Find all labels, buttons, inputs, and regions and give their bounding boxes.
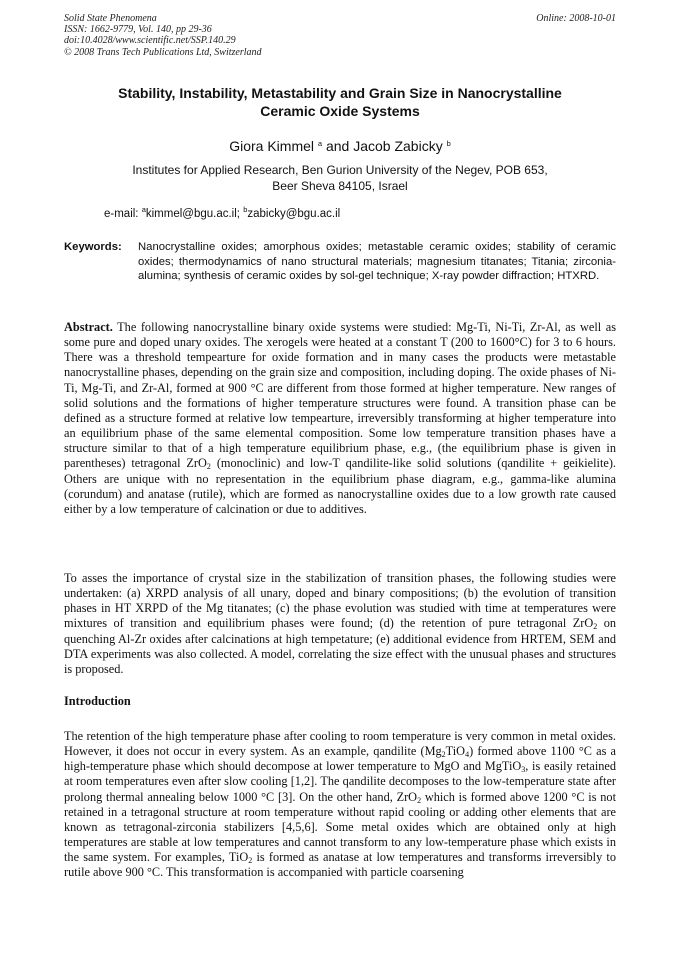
- studies-text-1: To asses the importance of crystal size in the stabilization of transition phases, the following studies were undertaken: (a) XRPD analysis of all unary, doped and binary compositions; (b) the evolution of transition phases in HT XRPD of the Mg titanates; (c) the phase evolution was studied with time at temperatures were mixtures of transition and equilibrium phases were found; (d) the retention of pure tetragonal ZrO: [64, 571, 616, 631]
- keywords-text: Nanocrystalline oxides; amorphous oxides; metastable ceramic oxides; stability of ceramic oxides; thermodynamics of nano structural materials; magnesium titanates; Titania; zirconia-alumina; synthesis of ceramic oxides by sol-gel technique; X-ray powder diffraction; HTXRD.: [138, 241, 616, 283]
- introduction-heading: Introduction: [64, 694, 131, 708]
- keywords-block: [64, 240, 616, 284]
- abstract-subscript-1: 2: [206, 462, 211, 472]
- introduction-paragraph: [64, 729, 616, 881]
- affiliation-line-2: Beer Sheva 84105, Israel: [272, 179, 408, 193]
- studies-paragraph: [64, 571, 616, 677]
- studies-text-2: on quenching Al-Zr oxides after calcinations at high tempetature; (e) additional evidence from HRTEM, SEM and DTA experiments was also collected. A model, correlating the size effect with the unusual phases and structures is proposed.: [64, 616, 616, 676]
- copyright-line: © 2008 Trans Tech Publications Ltd, Switzerland: [64, 46, 262, 58]
- affiliation-line-1: Institutes for Applied Research, Ben Gurion University of the Negev, POB 653,: [132, 163, 548, 177]
- intro-subscript-2: 4: [465, 750, 470, 760]
- intro-text-1: The retention of the high temperature phase after cooling to room temperature is very common in metal oxides. However, it does not occur in every system. As an example, qandilite (Mg: [64, 729, 616, 759]
- author-name-2: Jacob Zabicky: [353, 138, 443, 154]
- abstract-text-1: The following nanocrystalline binary oxide systems were studied: Mg-Ti, Ni-Ti, Zr-Al, as well as some pure and doped unary oxides. The xerogels were heated at a constant T (200 to 1600°C) for 3 to 6 hours. There was a threshold tempearture for oxide formation and in many cases the products were metastable nanocrystalline phases, depending on the grain size and composition, including doping. The oxide phases of Ni-Ti, Mg-Ti, and Zr-Al, formed at 900 °C are different from those formed at higher temperature. New ranges of solid solutions and the formations of higher temperature structures were found. A transition phase can be defined as a structure formed at relative low tempearture, irreversibly transforming at higher temperature into an equilibrium phase of the same elemental composition. Some low temperature transition phases have a structure similar to that of a high temperature equilibrium phase, e.g., (the equilibrium phase is given in parentheses) tetragonal ZrO: [64, 320, 616, 471]
- author-list: [64, 137, 616, 155]
- author-affil-mark-1: a: [317, 139, 323, 148]
- journal-header: [64, 13, 616, 58]
- abstract-text-2: (monoclinic) and low-T qandilite-like solid solutions (qandilite + geikielite). Others are unique with no representation in the equilibrium phase diagram, e.g., gamma-like alumina (corundum) and anatase (rutile), which are formed as nanocrystalline oxides due to a low growth rate caused either by a low temperature of calcination or due to additives.: [64, 456, 616, 516]
- issn-line: ISSN: 1662-9779, Vol. 140, pp 29-36: [64, 24, 212, 36]
- email-label: e-mail:: [104, 208, 142, 220]
- intro-text-4: , is easily retained at room temperatures even after slow cooling [1,2]. The qandilite decomposes to the low-temperature state after prolong thermal annealing below 1000 °C [3]. On the other hand, ZrO: [64, 759, 617, 804]
- author-affil-mark-2: b: [446, 139, 451, 148]
- intro-text-5: which is formed above 1200 °C is not retained in a tetragonal structure at room temperature without rapid cooling or adding other elements that are known as tetragonal-zirconia stabilizers [4,5,6]. Some metal oxides which are obtained only at high temperatures are stable at low temperatures and cannot transform to any low-temperature phase which exists in the same system. For examples, TiO: [64, 789, 616, 865]
- intro-subscript-3: 3: [521, 765, 526, 775]
- journal-name: Solid State Phenomena: [64, 13, 157, 24]
- paper-title: [64, 84, 616, 120]
- affiliation: [64, 162, 616, 194]
- abstract-paragraph: [64, 320, 616, 517]
- intro-text-3: ) formed above 1100 °C as a high-temperature phase which should decompose at lower temperature to MgO and MgTiO: [64, 744, 616, 774]
- email-line: [104, 206, 604, 222]
- intro-subscript-1: 2: [441, 750, 446, 760]
- intro-text-2: TiO: [445, 744, 466, 759]
- email-mark-b: b: [243, 205, 248, 214]
- author-name-1: Giora Kimmel: [229, 138, 315, 154]
- online-date: Online: 2008-10-01: [536, 13, 616, 24]
- intro-text-6: is formed as anatase at low temperatures and transforms irreversibly to rutile above 900 °C. This transformation is accompanied with particle coarsening: [64, 850, 616, 880]
- doi-line: doi:10.4028/www.scientific.net/SSP.140.29: [64, 35, 236, 47]
- author-conjunction: and: [322, 138, 354, 154]
- title-line-1: Stability, Instability, Metastability and Grain Size in Nanocrystalline: [118, 85, 562, 101]
- intro-subscript-4: 2: [417, 795, 422, 805]
- email-address-a: kimmel@bgu.ac.il;: [145, 208, 244, 220]
- abstract-label: Abstract.: [64, 320, 113, 334]
- title-line-2: Ceramic Oxide Systems: [260, 103, 420, 119]
- studies-subscript-1: 2: [593, 622, 598, 632]
- email-mark-a: a: [141, 205, 146, 214]
- keywords-label: Keywords:: [64, 241, 122, 253]
- email-address-b: zabicky@bgu.ac.il: [247, 208, 341, 220]
- intro-subscript-5: 2: [248, 856, 253, 866]
